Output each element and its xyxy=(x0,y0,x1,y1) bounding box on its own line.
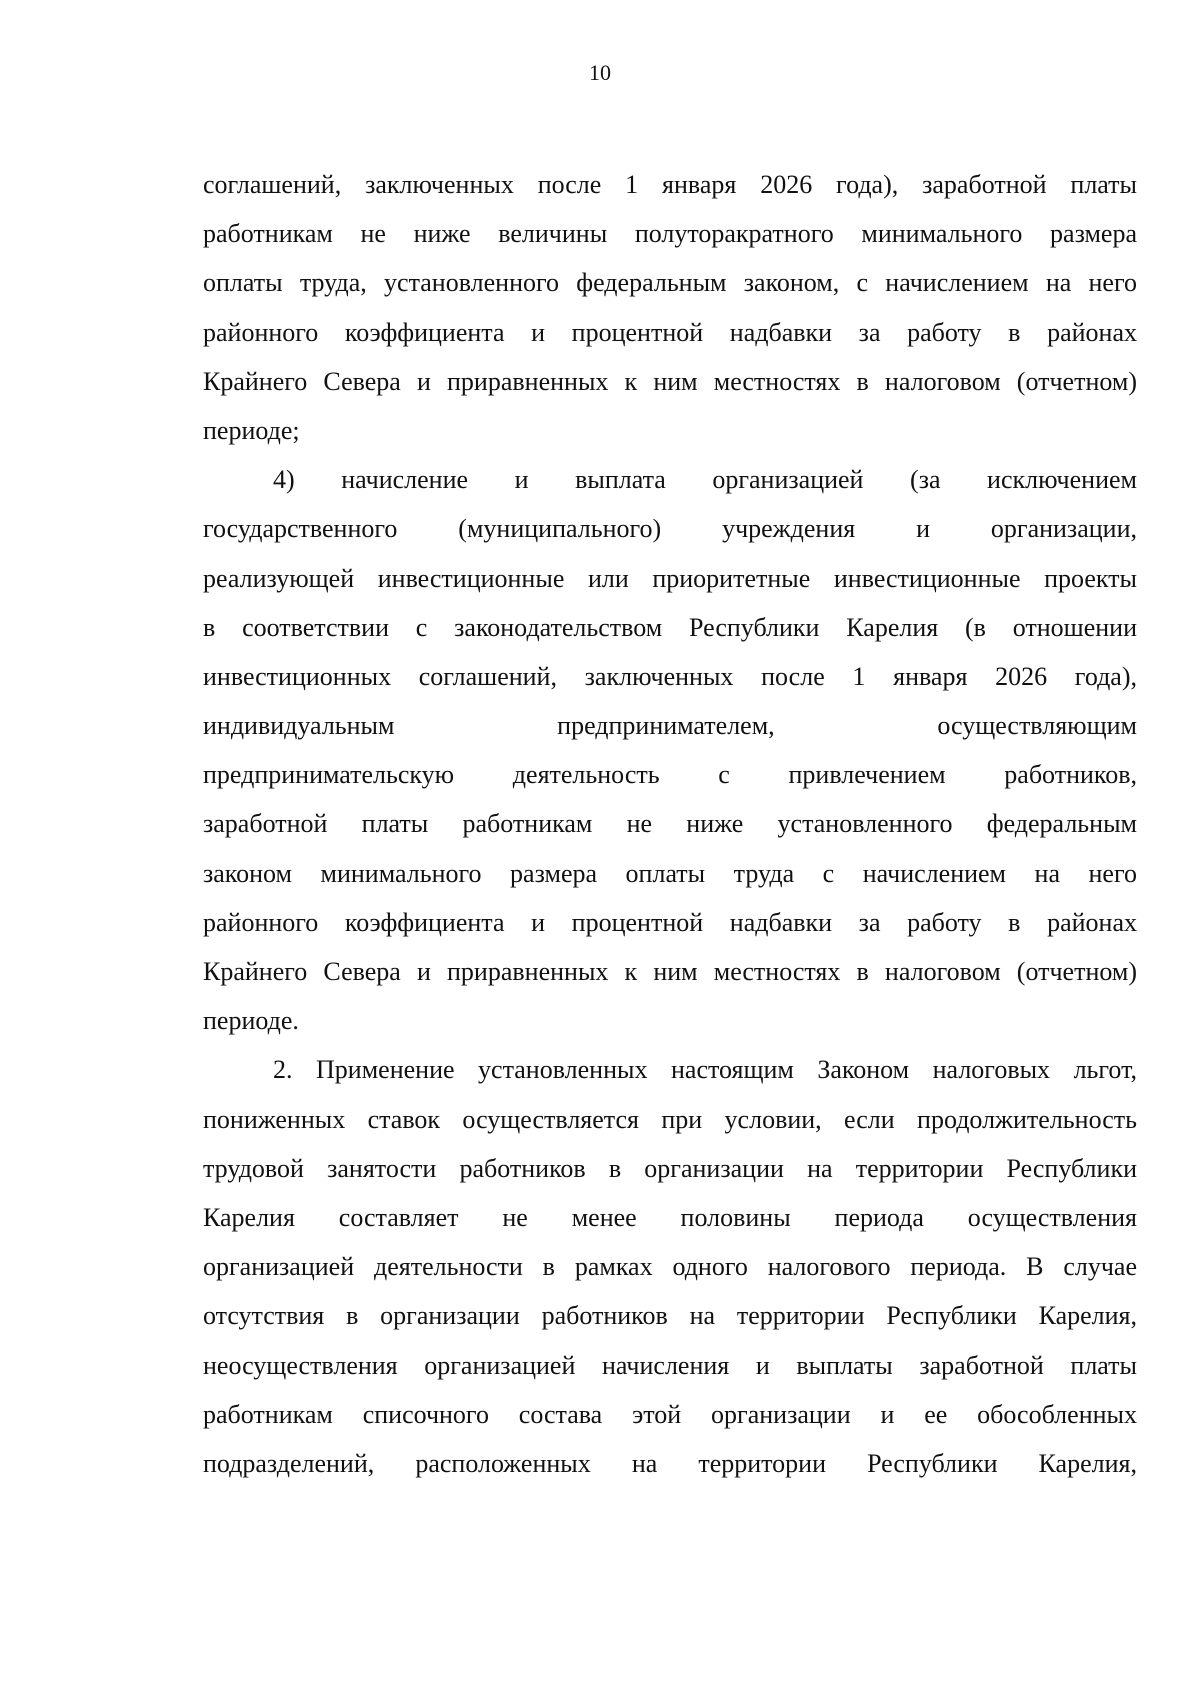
text-line: отсутствия в организации работников на территории Республики Карелия, xyxy=(203,1301,1137,1331)
text-line: соглашений, заключенных после 1 января 2026 года), заработной платы xyxy=(203,170,1137,199)
text-line: Крайнего Севера и приравненных к ним местностях в налоговом (отчетном) xyxy=(203,957,1137,986)
text-line: заработной платы работникам не ниже установленного федеральным xyxy=(203,809,1137,839)
text-line: неосуществления организацией начисления и выплаты заработной платы xyxy=(203,1350,1137,1380)
text-line: работникам не ниже величины полуторакратного минимального размера xyxy=(203,219,1137,249)
text-line: Карелия составляет не менее половины периода осуществления xyxy=(203,1202,1137,1232)
text-line: трудовой занятости работников в организации на территории Республики xyxy=(203,1153,1137,1183)
text-line: районного коэффициента и процентной надбавки за работу в районах xyxy=(203,317,1137,347)
page-number: 10 xyxy=(589,60,611,85)
text-line: подразделений, расположенных на территории Республики Карелия, xyxy=(203,1448,1137,1478)
text-line: предпринимательскую деятельность с привлечением работников, xyxy=(203,760,1137,790)
text-line: работникам списочного состава этой организации и ее обособленных xyxy=(203,1399,1137,1429)
text-line: организацией деятельности в рамках одного налогового периода. В случае xyxy=(203,1252,1137,1282)
text-line: периоде; xyxy=(203,415,300,445)
text-line: 4) начисление и выплата организацией (за исключением xyxy=(273,465,1137,495)
text-line: в соответствии с законодательством Республики Карелия (в отношении xyxy=(203,612,1137,642)
text-line: 2. Применение установленных настоящим Законом налоговых льгот, xyxy=(273,1055,1137,1085)
text-line: Крайнего Севера и приравненных к ним местностях в налоговом (отчетном) xyxy=(203,366,1137,396)
text-line: государственного (муниципального) учреждения и организации, xyxy=(203,514,1137,544)
text-line: законом минимального размера оплаты труда с начислением на него xyxy=(203,858,1137,888)
text-line: районного коэффициента и процентной надбавки за работу в районах xyxy=(203,907,1137,937)
text-line: периоде. xyxy=(203,1006,299,1036)
text-line: инвестиционных соглашений, заключенных после 1 января 2026 года), xyxy=(203,661,1137,691)
text-line: пониженных ставок осуществляется при условии, если продолжительность xyxy=(203,1104,1137,1134)
text-line: реализующей инвестиционные или приоритетные инвестиционные проекты xyxy=(203,563,1137,593)
text-line: индивидуальным предпринимателем, осуществляющим xyxy=(203,711,1137,741)
text-line: оплаты труда, установленного федеральным законом, с начислением на него xyxy=(203,268,1137,298)
document-body xyxy=(203,160,1137,1488)
